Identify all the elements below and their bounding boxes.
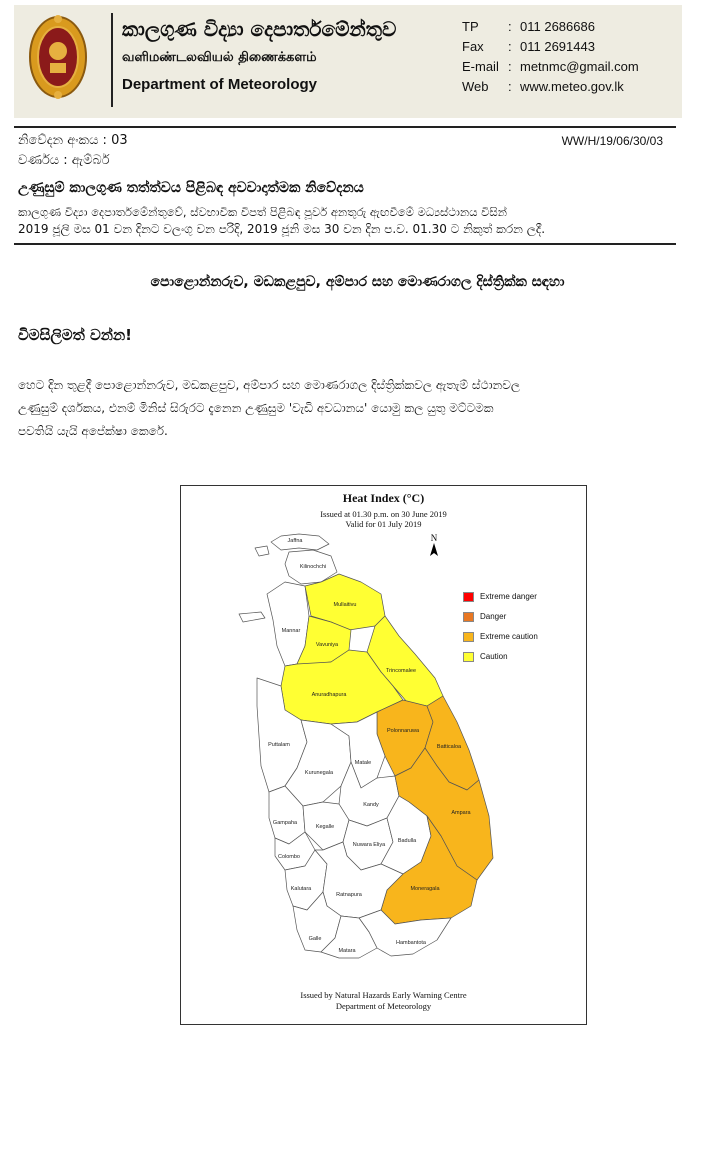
body-line: උණුසුම් දර්ශකය, එනම් මිනිස් සිරුරට දැනෙන උණුසුම 'වැඩි අවධානය' යොමු කල යුතු මට්ටමක bbox=[18, 401, 494, 415]
district-map bbox=[181, 486, 586, 1024]
advisory-title: උණුසුම් කාලගුණ තත්ත්වය පිළිබඳ අවවාදාත්මක නිවේදනය bbox=[18, 180, 364, 196]
contact-label: Web bbox=[462, 79, 489, 94]
contact-separator: : bbox=[508, 79, 512, 94]
legend-label: Extreme danger bbox=[480, 592, 537, 602]
legend-swatch bbox=[463, 632, 474, 642]
district-jaffna-islands bbox=[255, 546, 269, 556]
north-label: N bbox=[430, 533, 438, 543]
district-label: Badulla bbox=[397, 838, 417, 844]
legend-item-caution bbox=[463, 652, 538, 672]
reference-code: WW/H/19/06/30/03 bbox=[561, 134, 663, 148]
department-name-sinhala: කාලගුණ විද්‍යා දෙපාර්තමේන්තුව bbox=[122, 17, 397, 41]
district-label: Moneragala bbox=[410, 886, 440, 892]
district-label: Trincomalee bbox=[385, 668, 417, 674]
map-issued-time: Issued at 01.30 p.m. on 30 June 2019 bbox=[320, 509, 447, 519]
legend-label: Caution bbox=[480, 652, 508, 662]
district-label: Polonnaruwa bbox=[386, 728, 420, 734]
contact-row-web bbox=[462, 79, 639, 99]
district-label: Matale bbox=[354, 760, 372, 766]
letterhead bbox=[14, 5, 682, 118]
contact-value: metnmc@gmail.com bbox=[520, 59, 639, 74]
district-label: Puttalam bbox=[268, 742, 290, 748]
heat-index-map bbox=[180, 485, 587, 1025]
legend-swatch bbox=[463, 592, 474, 602]
sri-lanka-emblem-icon bbox=[28, 11, 88, 103]
district-label: Jaffna bbox=[287, 538, 303, 544]
contact-block bbox=[462, 19, 639, 99]
contact-separator: : bbox=[508, 39, 512, 54]
contact-separator: : bbox=[508, 19, 512, 34]
map-legend bbox=[463, 592, 538, 672]
district-label: Kegalle bbox=[315, 824, 335, 830]
district-label: Anuradhapura bbox=[311, 692, 347, 698]
legend-label: Extreme caution bbox=[480, 632, 538, 642]
district-label: Kilinochchi bbox=[299, 564, 327, 570]
alert-heading: විමසිලිමත් වන්න! bbox=[18, 326, 132, 344]
districts-heading: පොළොන්නරුව, මඩකළපුව, අම්පාර සහ මොණරාගල දිස්ත්‍රික්ක සඳහා bbox=[150, 274, 565, 290]
contact-value: www.meteo.gov.lk bbox=[520, 79, 624, 94]
body-line: හෙට දින තුළදී පොළොන්නරුව, මඩකළපුව, අම්පාර සහ මොණරාගල දිස්ත්‍රික්කවල ඇතැම් ස්ථානවල bbox=[18, 378, 521, 392]
district-label: Nuwara Eliya bbox=[352, 842, 386, 848]
issued-line-1: කාලගුණ විද්‍යා දෙපාර්තමේන්තුවේ, ස්වභාවික විපත් පිළිබඳ පූර්ව අනතුරු ඇඟවීමේ මධ්‍යස්ථානය විසින් bbox=[18, 205, 508, 219]
map-title: Heat Index (°C) bbox=[342, 491, 425, 505]
contact-value: 011 2686686 bbox=[520, 19, 595, 34]
legend-item-extreme-danger bbox=[463, 592, 538, 612]
body-line: පවතියි යැයි අපේක්ෂා කෙරේ. bbox=[18, 424, 168, 438]
district-label: Kurunegala bbox=[304, 770, 334, 776]
district-mannar-island bbox=[239, 612, 265, 622]
contact-label: TP bbox=[462, 19, 479, 34]
contact-row-fax bbox=[462, 39, 639, 59]
map-valid-date: Valid for 01 July 2019 bbox=[345, 519, 422, 529]
contact-label: Fax bbox=[462, 39, 484, 54]
district-label: Ratnapura bbox=[336, 892, 362, 898]
district-label: Mannar bbox=[281, 628, 301, 634]
district-label: Ampara bbox=[451, 810, 471, 816]
district-label: Vavuniya bbox=[315, 642, 339, 648]
header-divider bbox=[111, 13, 113, 107]
contact-label: E-mail bbox=[462, 59, 499, 74]
top-rule bbox=[14, 126, 676, 128]
map-issuer-department: Department of Meteorology bbox=[335, 1001, 432, 1011]
district-label: Batticaloa bbox=[436, 744, 462, 750]
legend-item-danger bbox=[463, 612, 538, 632]
legend-swatch bbox=[463, 612, 474, 622]
district-label: Galle bbox=[308, 936, 322, 942]
legend-item-extreme-caution bbox=[463, 632, 538, 652]
section-rule bbox=[14, 243, 676, 245]
issued-line-2: 2019 ජූලි මස 01 වන දිනට වලංගු වන පරිදි, 2019 ජූනි මස 30 වන දින ප.ව. 01.30 ට නිකුත් කරන ලදී. bbox=[18, 222, 546, 236]
legend-label: Danger bbox=[480, 612, 507, 622]
district-label: Colombo bbox=[277, 854, 301, 860]
alert-colour: වර්ණය : ඇම්බර් bbox=[18, 153, 110, 168]
contact-separator: : bbox=[508, 59, 512, 74]
contact-row-email bbox=[462, 59, 639, 79]
district-label: Matara bbox=[338, 948, 356, 954]
department-name-english: Department of Meteorology bbox=[122, 76, 318, 93]
district-label: Hambantota bbox=[396, 940, 426, 946]
notice-number: නිවේදන අංකය : 03 bbox=[18, 133, 128, 148]
district-label: Mullaitivu bbox=[333, 602, 357, 608]
district-label: Gampaha bbox=[272, 820, 298, 826]
map-issuer: Issued by Natural Hazards Early Warning Centre bbox=[300, 990, 467, 1000]
district-label: Kandy bbox=[363, 802, 379, 808]
contact-row-tp bbox=[462, 19, 639, 39]
department-name-tamil: வளிமண்டலவியல் திணைக்களம் bbox=[122, 50, 317, 65]
legend-swatch bbox=[463, 652, 474, 662]
district-label: Kalutara bbox=[290, 886, 312, 892]
contact-value: 011 2691443 bbox=[520, 39, 595, 54]
